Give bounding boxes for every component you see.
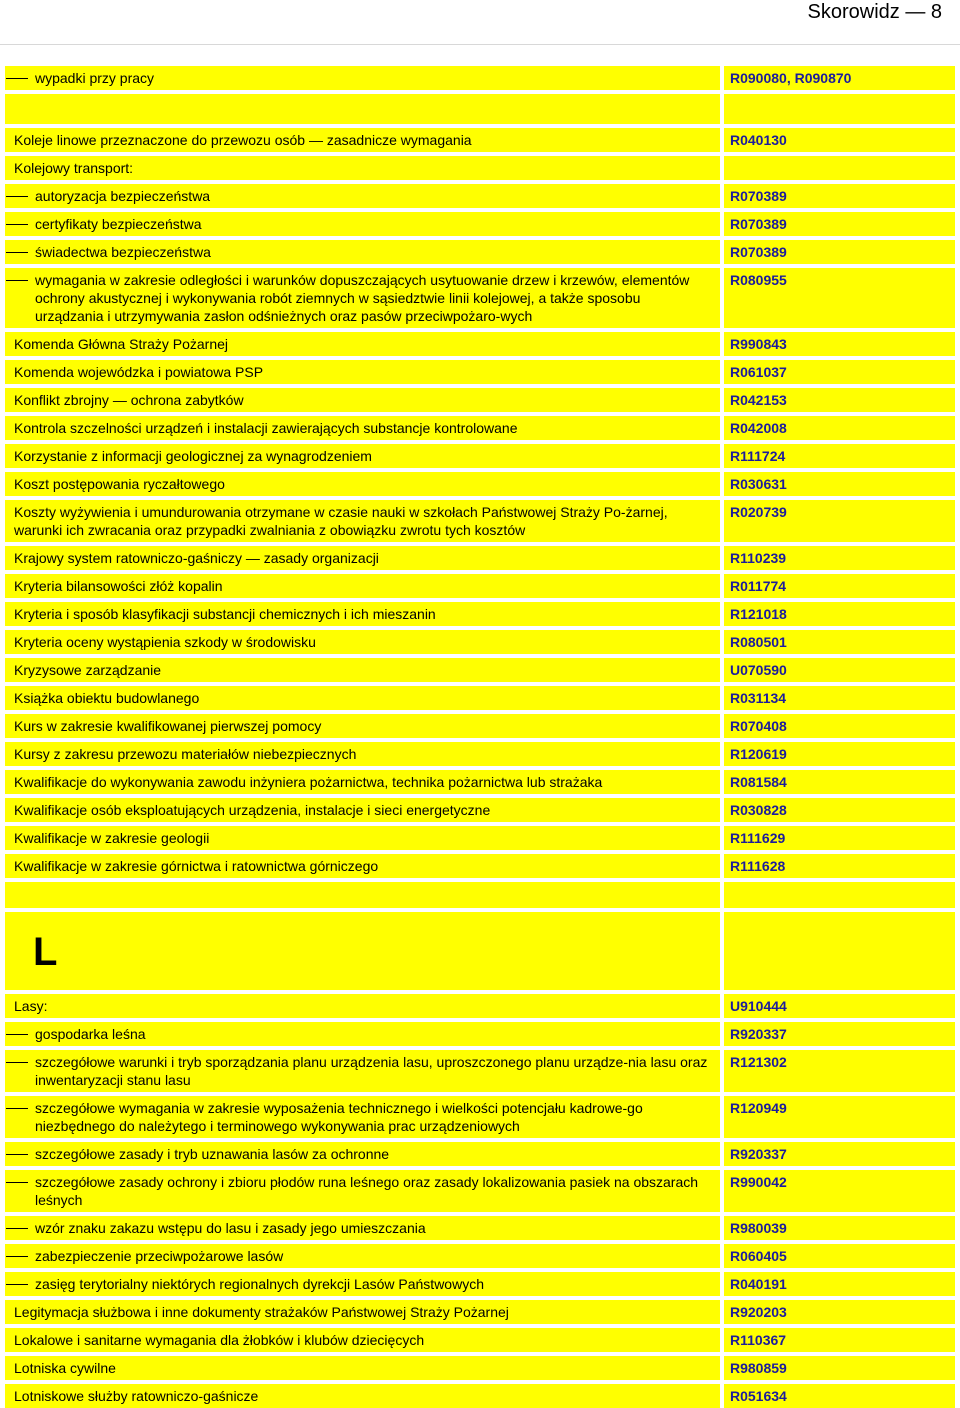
index-term bbox=[5, 826, 720, 850]
document-code-link[interactable]: R111629 bbox=[724, 826, 955, 850]
index-term bbox=[5, 854, 720, 878]
document-code-link[interactable]: R031134 bbox=[724, 686, 955, 710]
index-entry bbox=[5, 184, 955, 208]
index-term-text: wypadki przy pracy bbox=[35, 70, 155, 86]
index-term bbox=[5, 184, 720, 208]
index-term bbox=[5, 66, 720, 90]
document-code-link[interactable]: R042008 bbox=[724, 416, 955, 440]
index-term-text: Lotniska cywilne bbox=[14, 1360, 116, 1376]
document-code-link[interactable]: R920337 bbox=[724, 1142, 955, 1166]
index-entry bbox=[5, 1328, 955, 1352]
index-entry bbox=[5, 686, 955, 710]
index-term bbox=[5, 1142, 720, 1166]
index-entry bbox=[5, 1096, 955, 1138]
index-term bbox=[5, 1272, 720, 1296]
em-dash-marker bbox=[6, 224, 28, 225]
index-term bbox=[5, 1022, 720, 1046]
document-code-link[interactable]: R920203 bbox=[724, 1300, 955, 1324]
index-entry bbox=[5, 332, 955, 356]
document-code-link[interactable]: R051634 bbox=[724, 1384, 955, 1408]
em-dash-marker bbox=[6, 1108, 28, 1109]
document-code-link[interactable]: R111724 bbox=[724, 444, 955, 468]
index-entry bbox=[5, 602, 955, 626]
index-term-text: wymagania w zakresie odległości i warunków dopuszczających usytuowanie drzew i krzewów, elementów ochrony akustycznej i wykonywania robót ziemnych w sąsiedztwie linii kolejowej, a także sposobu urządzania i utrzymywania zasłon odśnieżnych oraz pasów przeciwpożaro-wych bbox=[35, 272, 690, 324]
index-term bbox=[5, 742, 720, 766]
index-term bbox=[5, 128, 720, 152]
document-code-link[interactable]: R061037 bbox=[724, 360, 955, 384]
document-code-link[interactable]: R070389 bbox=[724, 240, 955, 264]
index-term bbox=[5, 686, 720, 710]
index-term bbox=[5, 212, 720, 236]
index-term-text: Lokalowe i sanitarne wymagania dla żłobków i klubów dziecięcych bbox=[14, 1332, 425, 1348]
spacer-row bbox=[5, 94, 955, 124]
document-code-link[interactable]: R080955 bbox=[724, 268, 955, 328]
index-term bbox=[5, 240, 720, 264]
index-term-text: zasięg terytorialny niektórych regionalnych dyrekcji Lasów Państwowych bbox=[35, 1276, 484, 1292]
index-term-text: certyfikaty bezpieczeństwa bbox=[35, 216, 202, 232]
document-code-link[interactable]: R070389 bbox=[724, 184, 955, 208]
index-term-text: autoryzacja bezpieczeństwa bbox=[35, 188, 211, 204]
index-term-text: Kryteria bilansowości złóż kopalin bbox=[14, 578, 223, 594]
em-dash-marker bbox=[6, 1284, 28, 1285]
index-entry bbox=[5, 1216, 955, 1240]
document-code-link[interactable]: R120619 bbox=[724, 742, 955, 766]
index-term bbox=[5, 1170, 720, 1212]
index-term-text: Korzystanie z informacji geologicznej za wynagrodzeniem bbox=[14, 448, 372, 464]
document-code-link[interactable]: R040191 bbox=[724, 1272, 955, 1296]
index-term-text: Książka obiektu budowlanego bbox=[14, 690, 200, 706]
index-area bbox=[5, 66, 955, 1408]
index-term-text: Kryteria oceny wystąpienia szkody w środowisku bbox=[14, 634, 316, 650]
index-entry bbox=[5, 1356, 955, 1380]
index-term bbox=[5, 1300, 720, 1324]
index-entry bbox=[5, 212, 955, 236]
index-term-text: Kurs w zakresie kwalifikowanej pierwszej pomocy bbox=[14, 718, 322, 734]
index-term bbox=[5, 714, 720, 738]
index-term bbox=[5, 994, 720, 1018]
em-dash-marker bbox=[6, 252, 28, 253]
index-entry bbox=[5, 268, 955, 328]
index-term-text: Komenda wojewódzka i powiatowa PSP bbox=[14, 364, 264, 380]
index-term bbox=[5, 630, 720, 654]
index-entry bbox=[5, 472, 955, 496]
index-term-text: Lotniskowe służby ratowniczo-gaśnicze bbox=[14, 1388, 259, 1404]
em-dash-marker bbox=[6, 1062, 28, 1063]
index-entry bbox=[5, 854, 955, 878]
index-term-text: Kontrola szczelności urządzeń i instalacji zawierających substancje kontrolowane bbox=[14, 420, 518, 436]
index-entry bbox=[5, 742, 955, 766]
index-entry bbox=[5, 1384, 955, 1408]
index-term bbox=[5, 472, 720, 496]
index-entry bbox=[5, 66, 955, 90]
document-code-link[interactable]: R990042 bbox=[724, 1170, 955, 1212]
document-code-link bbox=[724, 156, 955, 180]
index-term-text: szczegółowe zasady ochrony i zbioru płodów runa leśnego oraz zasady lokalizowania pasiek na obszarach leśnych bbox=[35, 1174, 699, 1208]
index-term-text: Kwalifikacje w zakresie geologii bbox=[14, 830, 210, 846]
index-entry bbox=[5, 630, 955, 654]
document-code-link[interactable]: R042153 bbox=[724, 388, 955, 412]
document-code-link[interactable]: R920337 bbox=[724, 1022, 955, 1046]
index-term bbox=[5, 546, 720, 570]
index-term-text: Krajowy system ratowniczo-gaśniczy — zasady organizacji bbox=[14, 550, 379, 566]
document-code-link[interactable]: R090080, R090870 bbox=[724, 66, 955, 90]
document-code-link[interactable]: R121018 bbox=[724, 602, 955, 626]
index-term bbox=[5, 1050, 720, 1092]
em-dash-marker bbox=[6, 1034, 28, 1035]
index-term bbox=[5, 416, 720, 440]
index-term bbox=[5, 770, 720, 794]
index-entry bbox=[5, 1142, 955, 1166]
index-term bbox=[5, 658, 720, 682]
index-entry bbox=[5, 798, 955, 822]
index-entry bbox=[5, 1300, 955, 1324]
document-code-link[interactable]: R060405 bbox=[724, 1244, 955, 1268]
index-entry bbox=[5, 360, 955, 384]
section-letter: L bbox=[33, 930, 58, 974]
index-entry bbox=[5, 1272, 955, 1296]
index-term bbox=[5, 1096, 720, 1138]
index-term-text: Konflikt zbrojny — ochrona zabytków bbox=[14, 392, 244, 408]
index-term-text: Koleje linowe przeznaczone do przewozu osób — zasadnicze wymagania bbox=[14, 132, 472, 148]
spacer-row bbox=[5, 882, 955, 908]
index-entry bbox=[5, 826, 955, 850]
index-term-text: szczegółowe warunki i tryb sporządzania planu urządzenia lasu, uproszczonego planu urządze-nia lasu oraz inwentaryzacji stanu lasu bbox=[35, 1054, 708, 1088]
index-term-text: Kwalifikacje osób eksploatujących urządzenia, instalacje i sieci energetyczne bbox=[14, 802, 491, 818]
index-entry bbox=[5, 1022, 955, 1046]
document-code-link[interactable]: R110239 bbox=[724, 546, 955, 570]
index-term bbox=[5, 388, 720, 412]
index-term bbox=[5, 574, 720, 598]
index-term-text: Kryteria i sposób klasyfikacji substancji chemicznych i ich mieszanin bbox=[14, 606, 436, 622]
document-code-link[interactable]: R070408 bbox=[724, 714, 955, 738]
document-code-link[interactable]: U070590 bbox=[724, 658, 955, 682]
index-entry bbox=[5, 416, 955, 440]
index-term-text: Lasy: bbox=[14, 998, 48, 1014]
document-code-link[interactable]: R110367 bbox=[724, 1328, 955, 1352]
em-dash-marker bbox=[6, 1154, 28, 1155]
index-term-text: Kwalifikacje do wykonywania zawodu inżyniera pożarnictwa, technika pożarnictwa lub strażaka bbox=[14, 774, 603, 790]
document-code-link[interactable]: R011774 bbox=[724, 574, 955, 598]
index-entry bbox=[5, 240, 955, 264]
index-term bbox=[5, 602, 720, 626]
index-term bbox=[5, 1216, 720, 1240]
index-entry bbox=[5, 388, 955, 412]
index-term bbox=[5, 444, 720, 468]
index-term bbox=[5, 500, 720, 542]
index-entry bbox=[5, 1170, 955, 1212]
index-term-text: Kryzysowe zarządzanie bbox=[14, 662, 162, 678]
index-term-text: zabezpieczenie przeciwpożarowe lasów bbox=[35, 1248, 284, 1264]
document-code-link[interactable]: R030631 bbox=[724, 472, 955, 496]
index-term-text: gospodarka leśna bbox=[35, 1026, 146, 1042]
document-code-link[interactable]: R081584 bbox=[724, 770, 955, 794]
index-term-text: Koszt postępowania ryczałtowego bbox=[14, 476, 225, 492]
em-dash-marker bbox=[6, 196, 28, 197]
index-term-text: Legitymacja służbowa i inne dokumenty strażaków Państwowej Straży Pożarnej bbox=[14, 1304, 509, 1320]
index-term bbox=[5, 1328, 720, 1352]
document-code-link[interactable]: R020739 bbox=[724, 500, 955, 542]
document-code-link[interactable]: R121302 bbox=[724, 1050, 955, 1092]
index-term-text: szczegółowe zasady i tryb uznawania lasów za ochronne bbox=[35, 1146, 390, 1162]
em-dash-marker bbox=[6, 78, 28, 79]
index-entry bbox=[5, 156, 955, 180]
index-term bbox=[5, 332, 720, 356]
index-entry bbox=[5, 574, 955, 598]
index-term-text: Kursy z zakresu przewozu materiałów niebezpiecznych bbox=[14, 746, 357, 762]
document-code-link[interactable]: R070389 bbox=[724, 212, 955, 236]
index-term-text: wzór znaku zakazu wstępu do lasu i zasady jego umieszczania bbox=[35, 1220, 426, 1236]
index-term bbox=[5, 268, 720, 328]
index-entry bbox=[5, 770, 955, 794]
document-code-link[interactable]: R111628 bbox=[724, 854, 955, 878]
document-code-link[interactable]: R980039 bbox=[724, 1216, 955, 1240]
em-dash-marker bbox=[6, 1256, 28, 1257]
index-term bbox=[5, 1384, 720, 1408]
document-code-link[interactable]: R980859 bbox=[724, 1356, 955, 1380]
document-code-link[interactable]: R080501 bbox=[724, 630, 955, 654]
index-entry bbox=[5, 994, 955, 1018]
document-code-link[interactable]: R120949 bbox=[724, 1096, 955, 1138]
em-dash-marker bbox=[6, 280, 28, 281]
index-term-text: Komenda Główna Straży Pożarnej bbox=[14, 336, 228, 352]
header-rule bbox=[0, 44, 960, 45]
index-term-text: szczegółowe wymagania w zakresie wyposażenia technicznego i wielkości potencjału kadrowe-go niezbędnego do należytego i terminowego wykonywania prac urządzeniowych bbox=[35, 1100, 643, 1134]
document-code-link[interactable]: R990843 bbox=[724, 332, 955, 356]
index-entry bbox=[5, 658, 955, 682]
document-code-link[interactable]: U910444 bbox=[724, 994, 955, 1018]
index-term bbox=[5, 798, 720, 822]
document-code-link[interactable]: R030828 bbox=[724, 798, 955, 822]
index-term-text: Kwalifikacje w zakresie górnictwa i ratownictwa górniczego bbox=[14, 858, 379, 874]
document-code-link[interactable]: R040130 bbox=[724, 128, 955, 152]
index-entry bbox=[5, 714, 955, 738]
index-term-text: Kolejowy transport: bbox=[14, 160, 134, 176]
index-entry bbox=[5, 546, 955, 570]
em-dash-marker bbox=[6, 1182, 28, 1183]
index-entry bbox=[5, 500, 955, 542]
page-header: Skorowidz — 8 bbox=[807, 1, 942, 23]
index-term-text: świadectwa bezpieczeństwa bbox=[35, 244, 211, 260]
index-entry bbox=[5, 128, 955, 152]
index-term bbox=[5, 156, 720, 180]
index-term bbox=[5, 360, 720, 384]
index-term bbox=[5, 1356, 720, 1380]
index-entry bbox=[5, 444, 955, 468]
section-letter-row bbox=[5, 912, 955, 990]
index-entry bbox=[5, 1244, 955, 1268]
em-dash-marker bbox=[6, 1228, 28, 1229]
index-term-text: Koszty wyżywienia i umundurowania otrzymane w czasie nauki w szkołach Państwowej Straży Po-żarnej, warunki ich zwracania oraz przypadki zwalniania z obowiązku zwrotu tych kosztów bbox=[14, 504, 668, 538]
index-term bbox=[5, 1244, 720, 1268]
index-entry bbox=[5, 1050, 955, 1092]
